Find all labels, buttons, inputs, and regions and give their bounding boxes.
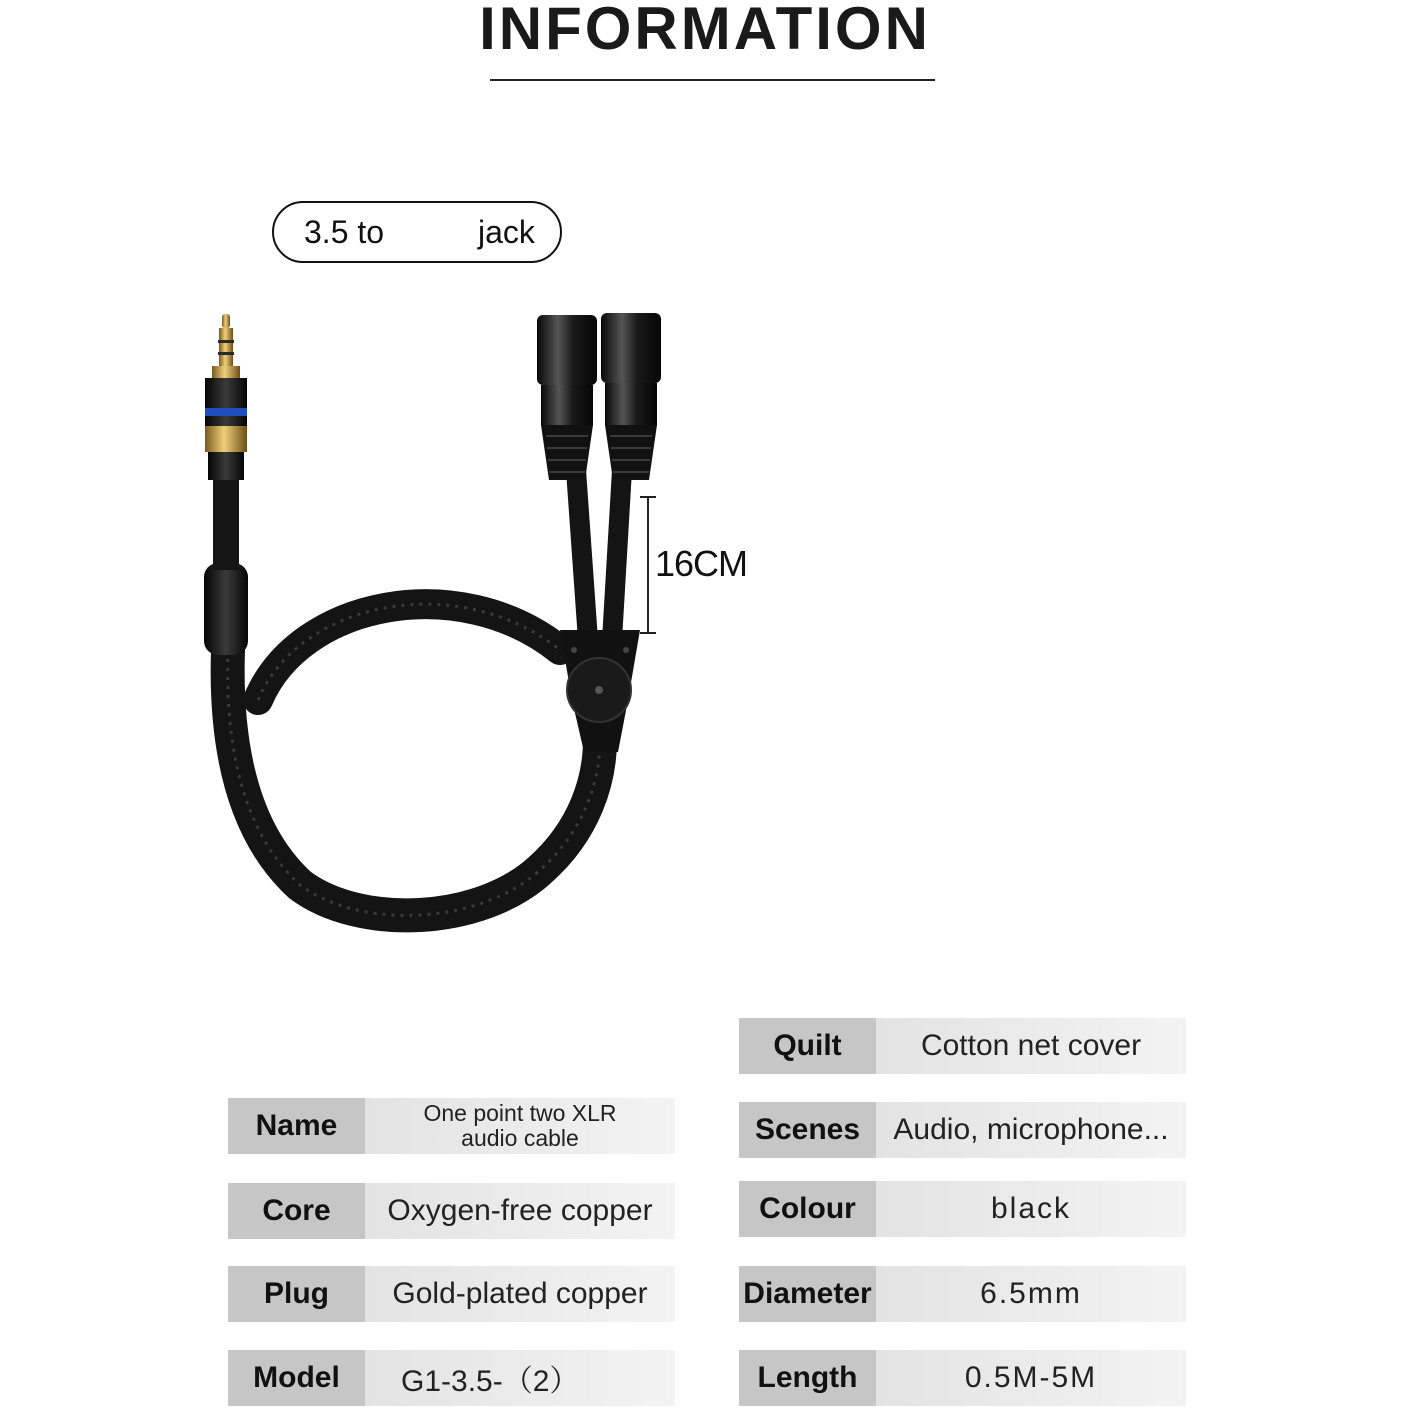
spec-row-diameter (739, 1266, 1186, 1322)
spec-row-colour (739, 1181, 1186, 1237)
spec-label: Colour (739, 1181, 876, 1237)
spec-label: Scenes (739, 1102, 876, 1158)
jack-plug-icon (205, 314, 247, 480)
splitter-icon (560, 630, 640, 752)
spec-row-scenes (739, 1102, 1186, 1158)
spec-row-quilt (739, 1018, 1186, 1074)
spec-label: Quilt (739, 1018, 876, 1074)
spec-label: Name (228, 1098, 365, 1154)
spec-label: Core (228, 1183, 365, 1239)
spec-row-name (228, 1098, 675, 1154)
dimension-bracket (640, 497, 656, 633)
dimension-label: 16CM (655, 543, 748, 584)
spec-value: 6.5mm (876, 1266, 1186, 1322)
spec-value: Audio, microphone... (876, 1102, 1186, 1158)
spec-label: Diameter (739, 1266, 876, 1322)
cable-body (228, 650, 600, 915)
spec-row-length (739, 1350, 1186, 1406)
spec-value: Oxygen-free copper (365, 1183, 675, 1239)
spec-row-plug (228, 1266, 675, 1322)
xlr-connector-icon (601, 313, 661, 480)
page-title: INFORMATION (479, 0, 931, 62)
spec-value: black (876, 1181, 1186, 1237)
spec-row-model (228, 1350, 675, 1406)
spec-value: 0.5M-5M (876, 1350, 1186, 1406)
spec-value: One point two XLR audio cable (365, 1098, 675, 1154)
spec-row-core (228, 1183, 675, 1239)
spec-value: Gold-plated copper (365, 1266, 675, 1322)
cable-type-part1: 3.5 to (304, 214, 385, 250)
spec-value: G1-3.5-（2） (365, 1350, 675, 1406)
cable-type-part2: jack (478, 214, 535, 250)
spec-label: Model (228, 1350, 365, 1406)
spec-label: Plug (228, 1266, 365, 1322)
spec-value: Cotton net cover (876, 1018, 1186, 1074)
ferrite-bead (204, 563, 248, 655)
spec-label: Length (739, 1350, 876, 1406)
xlr-connector-icon (537, 315, 597, 480)
